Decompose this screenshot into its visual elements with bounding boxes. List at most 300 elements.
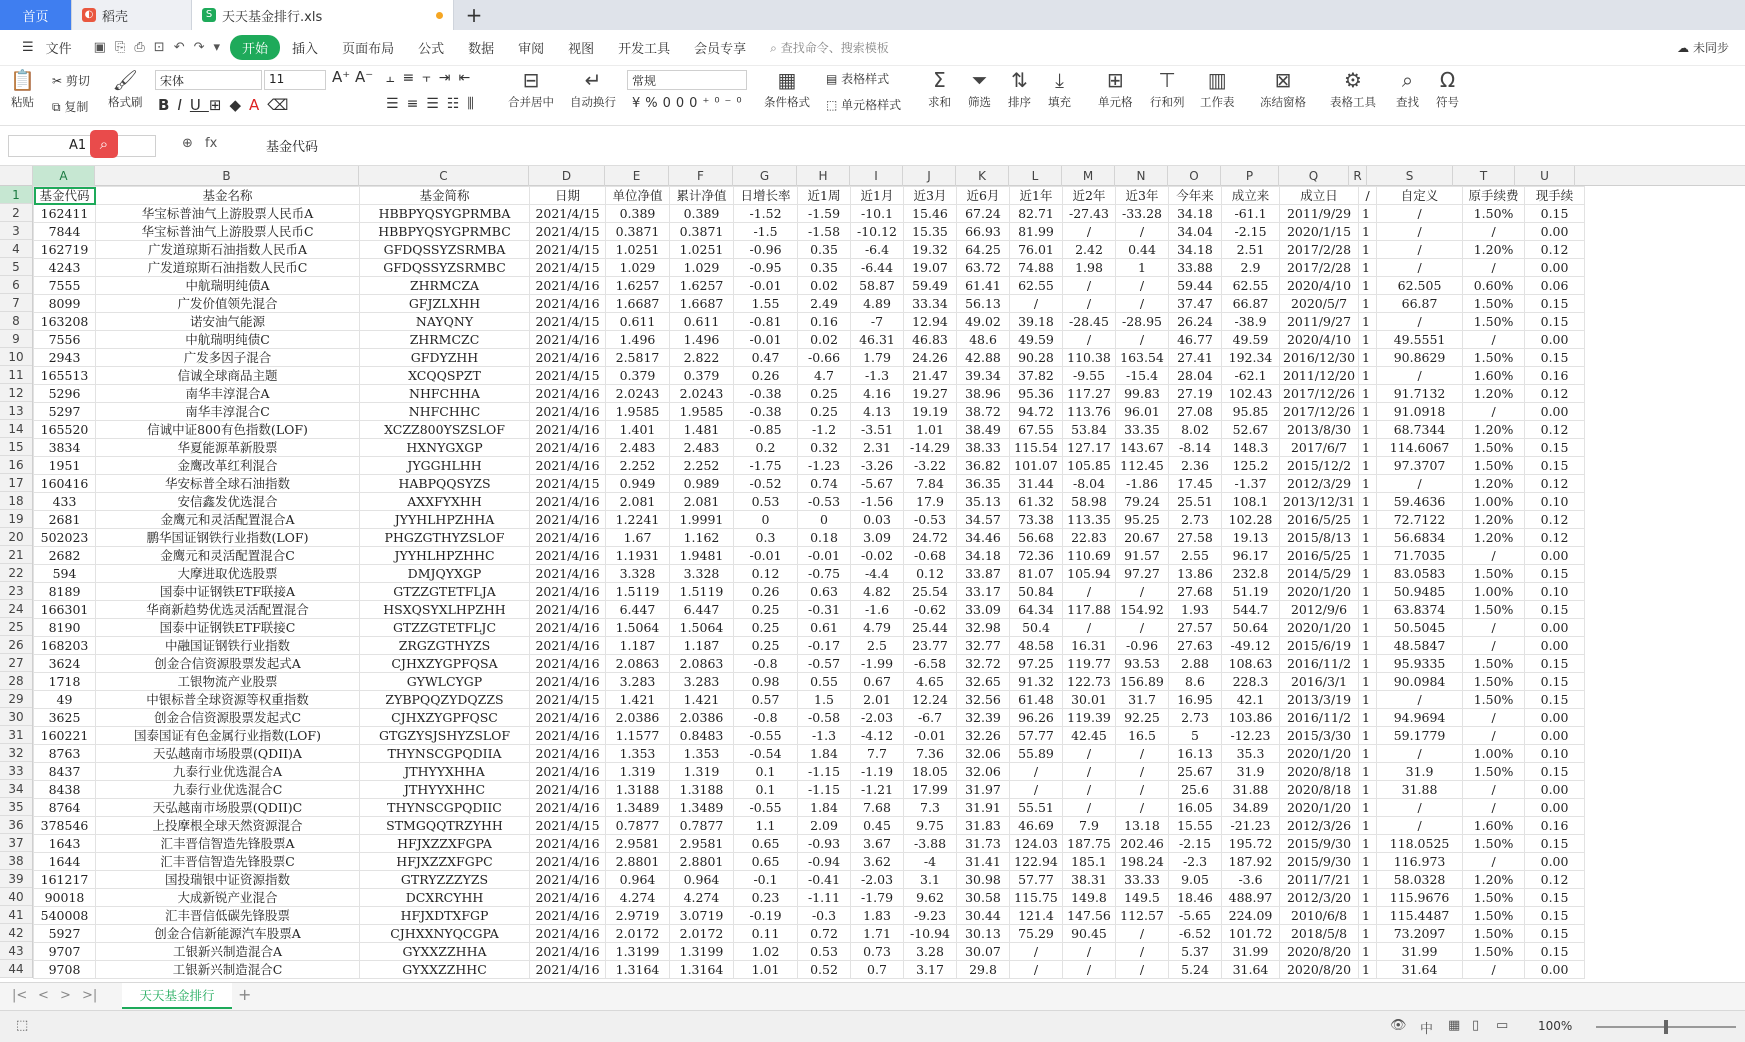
cell-c18[interactable]: AXXFYXHH <box>360 493 530 511</box>
cell-i44[interactable]: 0.7 <box>851 961 904 979</box>
cell-t38[interactable]: / <box>1463 853 1525 871</box>
cell-l9[interactable]: 49.59 <box>1010 331 1063 349</box>
cell-a26[interactable]: 168203 <box>34 637 96 655</box>
cell-h23[interactable]: 0.63 <box>798 583 851 601</box>
cell-r17[interactable]: 1 <box>1359 475 1377 493</box>
format-painter-button[interactable]: 🖌 格式刷 <box>108 68 143 109</box>
cell-n1[interactable]: 近3年 <box>1116 187 1169 205</box>
cell-q19[interactable]: 2016/5/25 <box>1280 511 1359 529</box>
cell-m19[interactable]: 113.35 <box>1063 511 1116 529</box>
cell-p2[interactable]: -61.1 <box>1222 205 1280 223</box>
cell-t31[interactable]: / <box>1463 727 1525 745</box>
cell-s1[interactable]: 自定义 <box>1377 187 1463 205</box>
cell-u27[interactable]: 0.15 <box>1525 655 1585 673</box>
cell-b3[interactable]: 华宝标普油气上游股票人民币C <box>96 223 360 241</box>
cell-s44[interactable]: 31.64 <box>1377 961 1463 979</box>
cell-p20[interactable]: 19.13 <box>1222 529 1280 547</box>
cell-b19[interactable]: 金鹰元和灵活配置混合A <box>96 511 360 529</box>
cell-e20[interactable]: 1.67 <box>606 529 670 547</box>
redo-icon[interactable]: ↷ <box>193 40 205 55</box>
cell-e6[interactable]: 1.6257 <box>606 277 670 295</box>
menu-developer[interactable]: 开发工具 <box>618 42 671 57</box>
cell-k19[interactable]: 34.57 <box>957 511 1010 529</box>
cell-n30[interactable]: 92.25 <box>1116 709 1169 727</box>
cell-i39[interactable]: -2.03 <box>851 871 904 889</box>
cell-c16[interactable]: JYGGHLHH <box>360 457 530 475</box>
cell-f33[interactable]: 1.319 <box>670 763 734 781</box>
cell-s30[interactable]: 94.9694 <box>1377 709 1463 727</box>
row-header-3[interactable]: 3 <box>0 222 32 240</box>
cell-a8[interactable]: 163208 <box>34 313 96 331</box>
cell-h11[interactable]: 4.7 <box>798 367 851 385</box>
cell-l13[interactable]: 94.72 <box>1010 403 1063 421</box>
cell-f2[interactable]: 0.389 <box>670 205 734 223</box>
cell-b29[interactable]: 中银标普全球资源等权重指数 <box>96 691 360 709</box>
cell-m39[interactable]: 38.31 <box>1063 871 1116 889</box>
cell-o9[interactable]: 46.77 <box>1169 331 1222 349</box>
row-header-39[interactable]: 39 <box>0 870 32 888</box>
cell-f27[interactable]: 2.0863 <box>670 655 734 673</box>
cell-s41[interactable]: 115.4487 <box>1377 907 1463 925</box>
cell-p8[interactable]: -38.9 <box>1222 313 1280 331</box>
cell-k37[interactable]: 31.73 <box>957 835 1010 853</box>
cell-s20[interactable]: 56.6834 <box>1377 529 1463 547</box>
cell-e21[interactable]: 1.1931 <box>606 547 670 565</box>
cell-s4[interactable]: / <box>1377 241 1463 259</box>
column-header-c[interactable]: C <box>359 166 529 186</box>
cell-t20[interactable]: 1.20% <box>1463 529 1525 547</box>
cell-q9[interactable]: 2020/4/10 <box>1280 331 1359 349</box>
cell-i41[interactable]: 1.83 <box>851 907 904 925</box>
cell-f38[interactable]: 2.8801 <box>670 853 734 871</box>
cell-l16[interactable]: 101.07 <box>1010 457 1063 475</box>
cell-q6[interactable]: 2020/4/10 <box>1280 277 1359 295</box>
row-header-26[interactable]: 26 <box>0 636 32 654</box>
cell-g23[interactable]: 0.26 <box>734 583 798 601</box>
cell-c39[interactable]: GTRYZZZYZS <box>360 871 530 889</box>
cell-t12[interactable]: 1.20% <box>1463 385 1525 403</box>
cell-o32[interactable]: 16.13 <box>1169 745 1222 763</box>
cell-a2[interactable]: 162411 <box>34 205 96 223</box>
cell-a25[interactable]: 8190 <box>34 619 96 637</box>
cell-g36[interactable]: 1.1 <box>734 817 798 835</box>
cell-o2[interactable]: 34.18 <box>1169 205 1222 223</box>
cell-g2[interactable]: -1.52 <box>734 205 798 223</box>
cell-j25[interactable]: 25.44 <box>904 619 957 637</box>
cell-o33[interactable]: 25.67 <box>1169 763 1222 781</box>
cell-b5[interactable]: 广发道琼斯石油指数人民币C <box>96 259 360 277</box>
cell-c28[interactable]: GYWLCYGP <box>360 673 530 691</box>
cell-g7[interactable]: 1.55 <box>734 295 798 313</box>
cell-j23[interactable]: 25.54 <box>904 583 957 601</box>
cell-t37[interactable]: 1.50% <box>1463 835 1525 853</box>
underline-icon[interactable]: U <box>189 96 209 114</box>
cell-j13[interactable]: 19.19 <box>904 403 957 421</box>
cell-i28[interactable]: 0.67 <box>851 673 904 691</box>
cell-a22[interactable]: 594 <box>34 565 96 583</box>
cell-j19[interactable]: -0.53 <box>904 511 957 529</box>
cell-g32[interactable]: -0.54 <box>734 745 798 763</box>
cell-r16[interactable]: 1 <box>1359 457 1377 475</box>
cell-h22[interactable]: -0.75 <box>798 565 851 583</box>
cell-c8[interactable]: NAYQNY <box>360 313 530 331</box>
cell-c31[interactable]: GTGZYSJSHYZSLOF <box>360 727 530 745</box>
cell-u5[interactable]: 0.00 <box>1525 259 1585 277</box>
cell-p31[interactable]: -12.23 <box>1222 727 1280 745</box>
cell-d30[interactable]: 2021/4/16 <box>530 709 606 727</box>
row-header-35[interactable]: 35 <box>0 798 32 816</box>
cell-k2[interactable]: 67.24 <box>957 205 1010 223</box>
column-header-k[interactable]: K <box>956 166 1009 186</box>
cell-i24[interactable]: -1.6 <box>851 601 904 619</box>
cell-j28[interactable]: 4.65 <box>904 673 957 691</box>
cell-j39[interactable]: 3.1 <box>904 871 957 889</box>
cell-n23[interactable]: / <box>1116 583 1169 601</box>
increase-font-icon[interactable]: A⁺ <box>332 68 351 86</box>
cell-e9[interactable]: 1.496 <box>606 331 670 349</box>
cell-o40[interactable]: 18.46 <box>1169 889 1222 907</box>
cell-l17[interactable]: 31.44 <box>1010 475 1063 493</box>
sort-button[interactable]: ⇅ 排序 <box>1008 68 1031 109</box>
cell-f21[interactable]: 1.9481 <box>670 547 734 565</box>
cell-r12[interactable]: 1 <box>1359 385 1377 403</box>
cell-b21[interactable]: 金鹰元和灵活配置混合C <box>96 547 360 565</box>
cell-a13[interactable]: 5297 <box>34 403 96 421</box>
cell-q39[interactable]: 2011/7/21 <box>1280 871 1359 889</box>
cell-k30[interactable]: 32.39 <box>957 709 1010 727</box>
cell-b43[interactable]: 工银新兴制造混合A <box>96 943 360 961</box>
cell-l33[interactable]: / <box>1010 763 1063 781</box>
cell-e5[interactable]: 1.029 <box>606 259 670 277</box>
cell-p27[interactable]: 108.63 <box>1222 655 1280 673</box>
font-size-select[interactable]: 11 <box>264 70 326 90</box>
cell-i21[interactable]: -0.02 <box>851 547 904 565</box>
cell-f10[interactable]: 2.822 <box>670 349 734 367</box>
cell-n36[interactable]: 13.18 <box>1116 817 1169 835</box>
prev-sheet-icon[interactable]: < <box>38 988 49 1003</box>
cell-f40[interactable]: 4.274 <box>670 889 734 907</box>
cell-q7[interactable]: 2020/5/7 <box>1280 295 1359 313</box>
cell-f34[interactable]: 1.3188 <box>670 781 734 799</box>
cell-g9[interactable]: -0.01 <box>734 331 798 349</box>
align-right-icon[interactable]: ☰ <box>426 96 447 112</box>
cell-a21[interactable]: 2682 <box>34 547 96 565</box>
cell-l44[interactable]: / <box>1010 961 1063 979</box>
cell-a34[interactable]: 8438 <box>34 781 96 799</box>
cell-f41[interactable]: 3.0719 <box>670 907 734 925</box>
cell-e1[interactable]: 单位净值 <box>606 187 670 205</box>
symbol-button[interactable]: Ω 符号 <box>1436 68 1459 109</box>
cell-e43[interactable]: 1.3199 <box>606 943 670 961</box>
cell-d40[interactable]: 2021/4/16 <box>530 889 606 907</box>
cell-j12[interactable]: 19.27 <box>904 385 957 403</box>
cell-l14[interactable]: 67.55 <box>1010 421 1063 439</box>
cell-o26[interactable]: 27.63 <box>1169 637 1222 655</box>
cell-k26[interactable]: 32.77 <box>957 637 1010 655</box>
cell-d16[interactable]: 2021/4/16 <box>530 457 606 475</box>
cell-u4[interactable]: 0.12 <box>1525 241 1585 259</box>
cell-b28[interactable]: 工银物流产业股票 <box>96 673 360 691</box>
cell-d4[interactable]: 2021/4/15 <box>530 241 606 259</box>
cell-a19[interactable]: 2681 <box>34 511 96 529</box>
cell-f7[interactable]: 1.6687 <box>670 295 734 313</box>
column-header-q[interactable]: Q <box>1279 166 1349 186</box>
cell-q12[interactable]: 2017/12/26 <box>1280 385 1359 403</box>
cell-u23[interactable]: 0.10 <box>1525 583 1585 601</box>
cell-k4[interactable]: 64.25 <box>957 241 1010 259</box>
thousands-icon[interactable]: 000 <box>662 96 703 111</box>
cell-o28[interactable]: 8.6 <box>1169 673 1222 691</box>
cell-k24[interactable]: 33.09 <box>957 601 1010 619</box>
cell-r36[interactable]: 1 <box>1359 817 1377 835</box>
cell-h5[interactable]: 0.35 <box>798 259 851 277</box>
cell-p44[interactable]: 31.64 <box>1222 961 1280 979</box>
cell-c34[interactable]: JTHYYXHHC <box>360 781 530 799</box>
cell-p42[interactable]: 101.72 <box>1222 925 1280 943</box>
cell-j5[interactable]: 19.07 <box>904 259 957 277</box>
cell-g30[interactable]: -0.8 <box>734 709 798 727</box>
cell-d17[interactable]: 2021/4/15 <box>530 475 606 493</box>
fill-color-icon[interactable]: ◆ <box>229 96 249 114</box>
conditional-format-button[interactable]: ▦ 条件格式 <box>764 68 810 109</box>
cell-e40[interactable]: 4.274 <box>606 889 670 907</box>
cell-o25[interactable]: 27.57 <box>1169 619 1222 637</box>
cell-p4[interactable]: 2.51 <box>1222 241 1280 259</box>
cell-a16[interactable]: 1951 <box>34 457 96 475</box>
cell-a31[interactable]: 160221 <box>34 727 96 745</box>
row-header-43[interactable]: 43 <box>0 942 32 960</box>
cell-g14[interactable]: -0.85 <box>734 421 798 439</box>
cell-t29[interactable]: 1.50% <box>1463 691 1525 709</box>
cell-e33[interactable]: 1.319 <box>606 763 670 781</box>
cell-t43[interactable]: 1.50% <box>1463 943 1525 961</box>
cell-b36[interactable]: 上投摩根全球天然资源混合 <box>96 817 360 835</box>
cell-f11[interactable]: 0.379 <box>670 367 734 385</box>
cell-h40[interactable]: -1.11 <box>798 889 851 907</box>
cell-r42[interactable]: 1 <box>1359 925 1377 943</box>
cell-q37[interactable]: 2015/9/30 <box>1280 835 1359 853</box>
cell-p5[interactable]: 2.9 <box>1222 259 1280 277</box>
cell-r7[interactable]: 1 <box>1359 295 1377 313</box>
row-header-11[interactable]: 11 <box>0 366 32 384</box>
cell-k41[interactable]: 30.44 <box>957 907 1010 925</box>
row-header-8[interactable]: 8 <box>0 312 32 330</box>
formula-input[interactable]: 基金代码 <box>266 140 319 155</box>
cell-u31[interactable]: 0.00 <box>1525 727 1585 745</box>
cell-b33[interactable]: 九泰行业优选混合A <box>96 763 360 781</box>
cell-m5[interactable]: 1.98 <box>1063 259 1116 277</box>
cell-n37[interactable]: 202.46 <box>1116 835 1169 853</box>
cell-o24[interactable]: 1.93 <box>1169 601 1222 619</box>
freeze-panes-button[interactable]: ⊠ 冻结窗格 <box>1260 68 1306 109</box>
cell-e14[interactable]: 1.401 <box>606 421 670 439</box>
cell-o14[interactable]: 8.02 <box>1169 421 1222 439</box>
cell-q3[interactable]: 2020/1/15 <box>1280 223 1359 241</box>
cell-t28[interactable]: 1.50% <box>1463 673 1525 691</box>
cell-h26[interactable]: -0.17 <box>798 637 851 655</box>
cell-d3[interactable]: 2021/4/15 <box>530 223 606 241</box>
cell-g1[interactable]: 日增长率 <box>734 187 798 205</box>
cell-i22[interactable]: -4.4 <box>851 565 904 583</box>
cell-l28[interactable]: 91.32 <box>1010 673 1063 691</box>
cell-l32[interactable]: 55.89 <box>1010 745 1063 763</box>
cell-r8[interactable]: 1 <box>1359 313 1377 331</box>
cell-i4[interactable]: -6.4 <box>851 241 904 259</box>
cell-n26[interactable]: -0.96 <box>1116 637 1169 655</box>
row-col-button[interactable]: ⊤ 行和列 <box>1150 68 1185 109</box>
cell-h24[interactable]: -0.31 <box>798 601 851 619</box>
cell-s36[interactable]: / <box>1377 817 1463 835</box>
cell-h28[interactable]: 0.55 <box>798 673 851 691</box>
align-middle-icon[interactable]: ≡ <box>402 70 423 86</box>
cell-i32[interactable]: 7.7 <box>851 745 904 763</box>
cell-c3[interactable]: HBBPYQSYGPRMBC <box>360 223 530 241</box>
row-header-1[interactable]: 1 <box>0 186 32 204</box>
cell-p13[interactable]: 95.85 <box>1222 403 1280 421</box>
cell-k35[interactable]: 31.91 <box>957 799 1010 817</box>
cell-m28[interactable]: 122.73 <box>1063 673 1116 691</box>
cell-g13[interactable]: -0.38 <box>734 403 798 421</box>
cell-t26[interactable]: / <box>1463 637 1525 655</box>
cell-d22[interactable]: 2021/4/16 <box>530 565 606 583</box>
cell-f22[interactable]: 3.328 <box>670 565 734 583</box>
cell-s13[interactable]: 91.0918 <box>1377 403 1463 421</box>
cell-f12[interactable]: 2.0243 <box>670 385 734 403</box>
cell-c29[interactable]: ZYBPQQZYDQZZS <box>360 691 530 709</box>
cell-s19[interactable]: 72.7122 <box>1377 511 1463 529</box>
menu-page-layout[interactable]: 页面布局 <box>342 42 395 57</box>
cell-p17[interactable]: -1.37 <box>1222 475 1280 493</box>
cell-g21[interactable]: -0.01 <box>734 547 798 565</box>
cell-b8[interactable]: 诺安油气能源 <box>96 313 360 331</box>
cell-f6[interactable]: 1.6257 <box>670 277 734 295</box>
cell-t27[interactable]: 1.50% <box>1463 655 1525 673</box>
cell-n25[interactable]: / <box>1116 619 1169 637</box>
cell-p22[interactable]: 232.8 <box>1222 565 1280 583</box>
row-header-28[interactable]: 28 <box>0 672 32 690</box>
cell-e3[interactable]: 0.3871 <box>606 223 670 241</box>
cell-d37[interactable]: 2021/4/16 <box>530 835 606 853</box>
cell-a35[interactable]: 8764 <box>34 799 96 817</box>
cell-g5[interactable]: -0.95 <box>734 259 798 277</box>
cell-a42[interactable]: 5927 <box>34 925 96 943</box>
page-view-icon[interactable]: ▯ <box>1472 1018 1480 1033</box>
cell-b32[interactable]: 天弘越南市场股票(QDII)A <box>96 745 360 763</box>
cell-n13[interactable]: 96.01 <box>1116 403 1169 421</box>
cell-k11[interactable]: 39.34 <box>957 367 1010 385</box>
cell-d21[interactable]: 2021/4/16 <box>530 547 606 565</box>
cell-a43[interactable]: 9707 <box>34 943 96 961</box>
cell-i29[interactable]: 2.01 <box>851 691 904 709</box>
cell-p34[interactable]: 31.88 <box>1222 781 1280 799</box>
cell-k33[interactable]: 32.06 <box>957 763 1010 781</box>
cell-c36[interactable]: STMGQQTRZYHH <box>360 817 530 835</box>
cell-r39[interactable]: 1 <box>1359 871 1377 889</box>
menu-review[interactable]: 审阅 <box>518 42 545 57</box>
row-header-6[interactable]: 6 <box>0 276 32 294</box>
cell-s2[interactable]: / <box>1377 205 1463 223</box>
cell-l30[interactable]: 96.26 <box>1010 709 1063 727</box>
cell-j42[interactable]: -10.94 <box>904 925 957 943</box>
cell-e27[interactable]: 2.0863 <box>606 655 670 673</box>
row-header-23[interactable]: 23 <box>0 582 32 600</box>
cell-h14[interactable]: -1.2 <box>798 421 851 439</box>
cell-i9[interactable]: 46.31 <box>851 331 904 349</box>
cell-p23[interactable]: 51.19 <box>1222 583 1280 601</box>
cell-g18[interactable]: 0.53 <box>734 493 798 511</box>
row-header-5[interactable]: 5 <box>0 258 32 276</box>
cell-n44[interactable]: / <box>1116 961 1169 979</box>
cell-d13[interactable]: 2021/4/16 <box>530 403 606 421</box>
cell-l2[interactable]: 82.71 <box>1010 205 1063 223</box>
cell-q14[interactable]: 2013/8/30 <box>1280 421 1359 439</box>
cell-g42[interactable]: 0.11 <box>734 925 798 943</box>
cell-t24[interactable]: 1.50% <box>1463 601 1525 619</box>
cell-o35[interactable]: 16.05 <box>1169 799 1222 817</box>
cell-n38[interactable]: 198.24 <box>1116 853 1169 871</box>
cell-l4[interactable]: 76.01 <box>1010 241 1063 259</box>
cell-q11[interactable]: 2011/12/20 <box>1280 367 1359 385</box>
cell-d5[interactable]: 2021/4/15 <box>530 259 606 277</box>
cell-b18[interactable]: 安信鑫发优选混合 <box>96 493 360 511</box>
cell-f5[interactable]: 1.029 <box>670 259 734 277</box>
cell-j11[interactable]: 21.47 <box>904 367 957 385</box>
cell-h13[interactable]: 0.25 <box>798 403 851 421</box>
align-center-icon[interactable]: ≡ <box>406 96 427 112</box>
cell-t13[interactable]: / <box>1463 403 1525 421</box>
cell-n28[interactable]: 156.89 <box>1116 673 1169 691</box>
cell-m10[interactable]: 110.38 <box>1063 349 1116 367</box>
cell-q44[interactable]: 2020/8/20 <box>1280 961 1359 979</box>
cell-g40[interactable]: 0.23 <box>734 889 798 907</box>
cell-u10[interactable]: 0.15 <box>1525 349 1585 367</box>
cell-k31[interactable]: 32.26 <box>957 727 1010 745</box>
cell-c22[interactable]: DMJQYXGP <box>360 565 530 583</box>
cell-g31[interactable]: -0.55 <box>734 727 798 745</box>
cell-g35[interactable]: -0.55 <box>734 799 798 817</box>
cell-c27[interactable]: CJHXZYGPFQSA <box>360 655 530 673</box>
cell-o6[interactable]: 59.44 <box>1169 277 1222 295</box>
cell-p11[interactable]: -62.1 <box>1222 367 1280 385</box>
cell-u32[interactable]: 0.10 <box>1525 745 1585 763</box>
cell-b15[interactable]: 华夏能源革新股票 <box>96 439 360 457</box>
cell-p3[interactable]: -2.15 <box>1222 223 1280 241</box>
cell-p9[interactable]: 49.59 <box>1222 331 1280 349</box>
cell-i6[interactable]: 58.87 <box>851 277 904 295</box>
cell-k8[interactable]: 49.02 <box>957 313 1010 331</box>
cell-c4[interactable]: GFDQSSYZSRMBA <box>360 241 530 259</box>
cell-q16[interactable]: 2015/12/2 <box>1280 457 1359 475</box>
cell-q40[interactable]: 2012/3/20 <box>1280 889 1359 907</box>
cell-o36[interactable]: 15.55 <box>1169 817 1222 835</box>
cell-p28[interactable]: 228.3 <box>1222 673 1280 691</box>
cell-u34[interactable]: 0.00 <box>1525 781 1585 799</box>
cell-a18[interactable]: 433 <box>34 493 96 511</box>
cell-a11[interactable]: 165513 <box>34 367 96 385</box>
cell-j40[interactable]: 9.62 <box>904 889 957 907</box>
cell-n4[interactable]: 0.44 <box>1116 241 1169 259</box>
cell-g25[interactable]: 0.25 <box>734 619 798 637</box>
cell-m40[interactable]: 149.8 <box>1063 889 1116 907</box>
cell-j20[interactable]: 24.72 <box>904 529 957 547</box>
cell-b24[interactable]: 华商新趋势优选灵活配置混合 <box>96 601 360 619</box>
cell-t19[interactable]: 1.20% <box>1463 511 1525 529</box>
cell-l3[interactable]: 81.99 <box>1010 223 1063 241</box>
cell-q1[interactable]: 成立日 <box>1280 187 1359 205</box>
cell-m26[interactable]: 16.31 <box>1063 637 1116 655</box>
cell-r40[interactable]: 1 <box>1359 889 1377 907</box>
column-header-g[interactable]: G <box>733 166 797 186</box>
